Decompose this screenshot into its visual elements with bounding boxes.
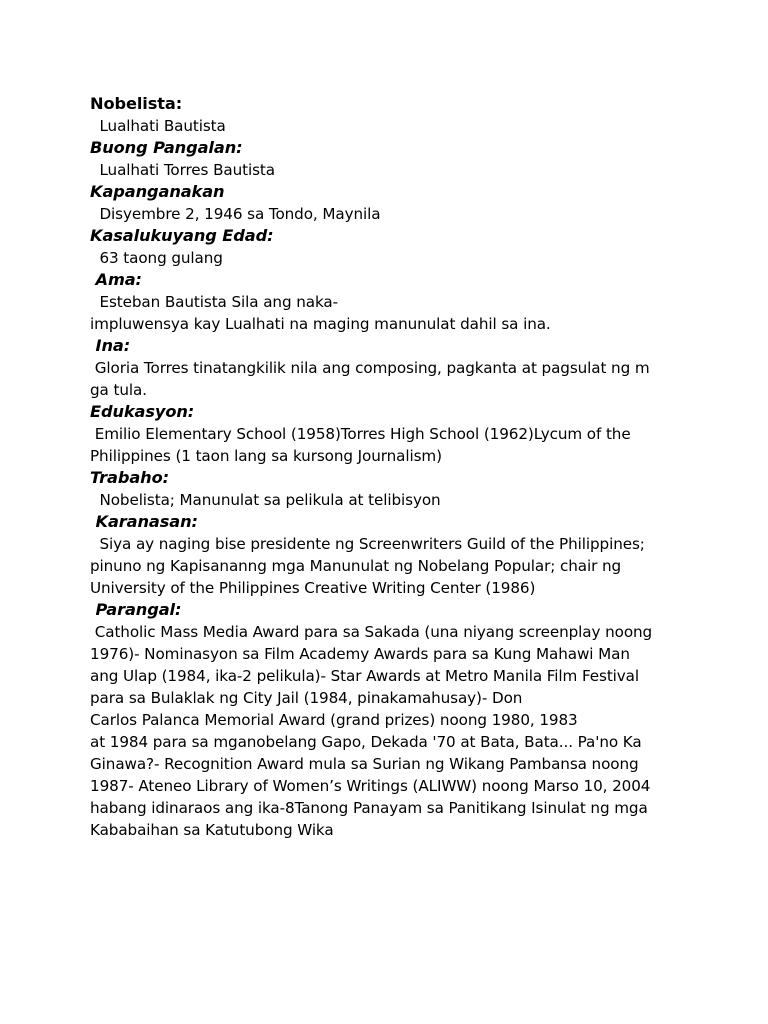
value-kasalukuyang-edad: 63 taong gulang [90, 249, 223, 267]
value-buong-pangalan: Lualhati Torres Bautista [90, 161, 275, 179]
value-ina-line-1: Gloria Torres tinatangkilik nila ang composing, pagkanta at pagsulat ng m [90, 359, 650, 377]
value-parangal-line-6: at 1984 para sa mganobelang Gapo, Dekada '70 at Bata, Bata... Pa'no Ka [90, 733, 642, 751]
value-kapanganakan: Disyembre 2, 1946 sa Tondo, Maynila [90, 205, 381, 223]
heading-kapanganakan: Kapanganakan [90, 182, 225, 201]
value-karanasan-line-2: pinuno ng Kapisananng mga Manunulat ng Nobelang Popular; chair ng [90, 557, 622, 575]
value-parangal-line-8: 1987- Ateneo Library of Women’s Writings (ALIWW) noong Marso 10, 2004 [90, 777, 651, 795]
heading-parangal: Parangal: [90, 600, 182, 619]
value-parangal-line-2: 1976)- Nominasyon sa Film Academy Awards para sa Kung Mahawi Man [90, 645, 630, 663]
heading-karanasan: Karanasan: [90, 512, 198, 531]
value-nobelista: Lualhati Bautista [90, 117, 226, 135]
value-parangal-line-10: Kababaihan sa Katutubong Wika [90, 821, 334, 839]
value-parangal-line-7: Ginawa?- Recognition Award mula sa Surian ng Wikang Pambansa noong [90, 755, 639, 773]
value-trabaho: Nobelista; Manunulat sa pelikula at telibisyon [90, 491, 441, 509]
heading-edukasyon: Edukasyon: [90, 402, 195, 421]
value-parangal-line-5: Carlos Palanca Memorial Award (grand prizes) noong 1980, 1983 [90, 711, 578, 729]
heading-nobelista: Nobelista: [90, 94, 183, 113]
heading-kasalukuyang-edad: Kasalukuyang Edad: [90, 226, 274, 245]
value-edukasyon-line-1: Emilio Elementary School (1958)Torres High School (1962)Lycum of the [90, 425, 631, 443]
value-ama-line-2: impluwensya kay Lualhati na maging manunulat dahil sa ina. [90, 315, 551, 333]
value-edukasyon-line-2: Philippines (1 taon lang sa kursong Journalism) [90, 447, 442, 465]
value-parangal-line-3: ang Ulap (1984, ika-2 pelikula)- Star Awards at Metro Manila Film Festival [90, 667, 640, 685]
heading-buong-pangalan: Buong Pangalan: [90, 138, 243, 157]
heading-ama: Ama: [90, 270, 142, 289]
value-parangal-line-4: para sa Bulaklak ng City Jail (1984, pinakamahusay)- Don [90, 689, 523, 707]
heading-trabaho: Trabaho: [90, 468, 169, 487]
value-parangal-line-1: Catholic Mass Media Award para sa Sakada (una niyang screenplay noong [90, 623, 653, 641]
value-ama-line-1: Esteban Bautista Sila ang naka- [90, 293, 338, 311]
value-parangal-line-9: habang idinaraos ang ika-8Tanong Panayam sa Panitikang Isinulat ng mga [90, 799, 648, 817]
value-karanasan-line-3: University of the Philippines Creative Writing Center (1986) [90, 579, 536, 597]
value-ina-line-2: ga tula. [90, 381, 147, 399]
value-karanasan-line-1: Siya ay naging bise presidente ng Screenwriters Guild of the Philippines; [90, 535, 645, 553]
heading-ina: Ina: [90, 336, 131, 355]
